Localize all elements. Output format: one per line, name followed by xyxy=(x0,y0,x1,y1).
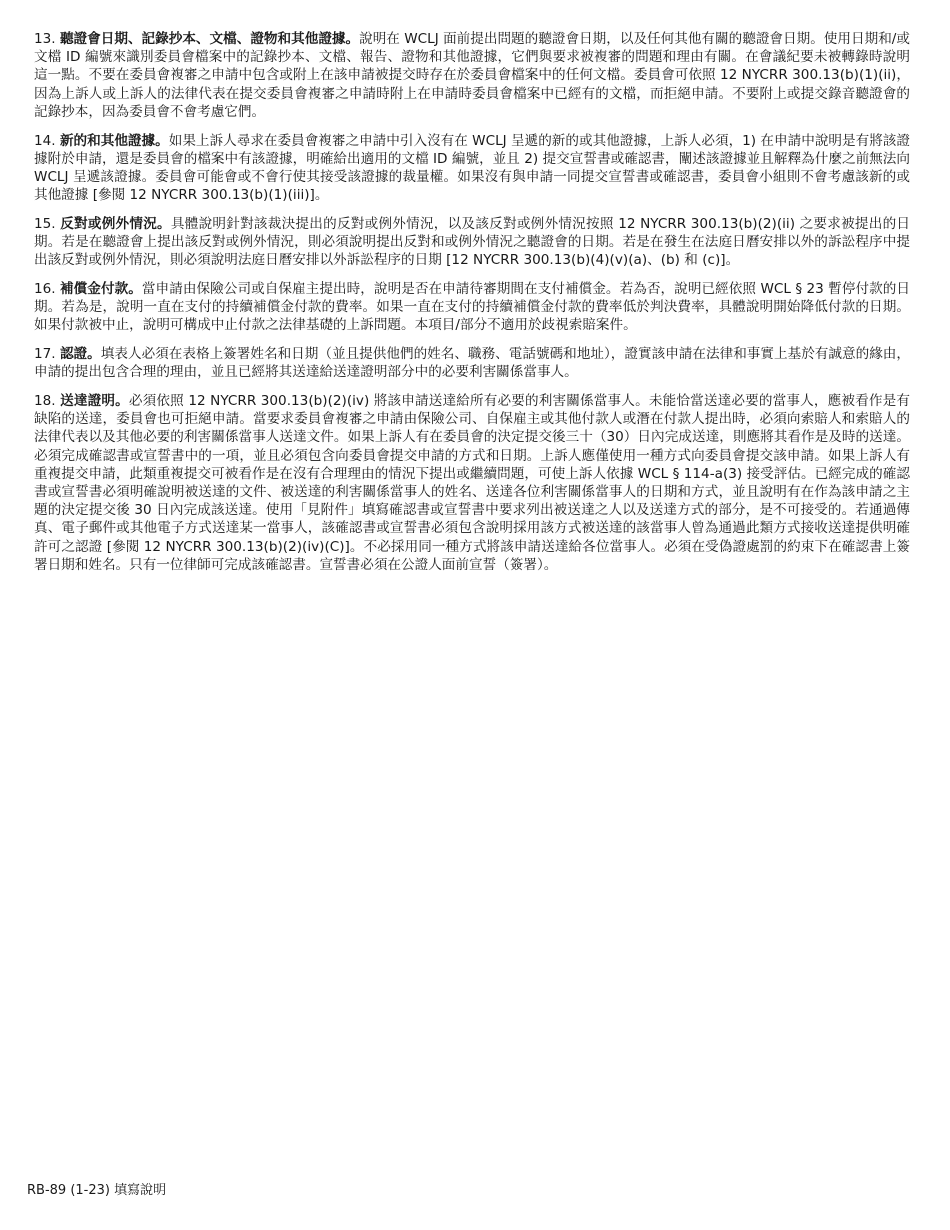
item-body: 填表人必須在表格上簽署姓名和日期（並且提供他們的姓名、職務、電話號碼和地址），證實該申請在法律和事實上基於有誠意的緣由，申請的提出包含合理的理由，並且已經將其送達給送達證明部分中的必要利害關係當事人。 xyxy=(34,346,910,381)
item-number: 13. xyxy=(34,31,56,47)
item-title: 聽證會日期、記錄抄本、文檔、證物和其他證據。 xyxy=(59,31,360,47)
instruction-item-18 xyxy=(34,392,910,574)
item-number: 17. xyxy=(34,346,56,363)
instructions-body xyxy=(34,30,910,584)
item-number: 15. xyxy=(34,215,56,232)
item-body: 具體說明針對該裁決提出的反對或例外情況，以及該反對或例外情況按照 12 NYCRR 300.13(b)(2)(ii) 之要求被提出的日期。若是在聽證會上提出該反對或例外情況，則必須說明提出反對和或例外情況之聽證會的日期。若是在發生在法庭日曆安排以外的訴訟程序中提出該反對或例外情況，則必須說明法庭日曆安排以外訴訟程序的日期 [12 NYCRR 300.13(b)(4)(v)(a)、(b) 和 (c)]。 xyxy=(34,215,911,269)
item-title: 新的和其他證據。 xyxy=(59,132,169,149)
item-body: 說明在 WCLJ 面前提出問題的聽證會日期，以及任何其他有關的聽證會日期。使用日期和/或文檔 ID 編號來識別委員會檔案中的記錄抄本、文檔、報告、證物和其他證據，它們與要求被複審的問題和理由有關。在會議紀要未被轉錄時說明這一點。不要在委員會複審之申請中包含或附上在該申請被提交時存在於委員會檔案中的任何文檔。委員會可依照 12 NYCRR 300.13(b)(1)(ii)，因為上訴人或上訴人的法律代表在提交委員會複審之申請時附上在申請時委員會檔案中已經有的文檔，而拒絕申請。不要附上或提交錄音聽證會的記錄抄本，因為委員會不會考慮它們。 xyxy=(34,31,910,120)
item-title: 送達證明。 xyxy=(60,392,129,409)
item-body: 當申請由保險公司或自保雇主提出時，說明是否在申請待審期間在支付補償金。若為否，說明已經依照 WCL § 23 暫停付款的日期。若為是，說明一直在支付的持續補償金付款的費率。如果一直在支付的持續補償金付款的費率低於判決費率，具體說明開始降低付款的日期。如果付款被中止，說明可構成中止付款之法律基礎的上訴問題。本項目/部分不適用於歧視索賠案件。 xyxy=(34,280,911,334)
instruction-item-13 xyxy=(34,30,910,121)
instruction-item-15 xyxy=(34,215,910,270)
instruction-item-16 xyxy=(34,280,910,335)
item-number: 14. xyxy=(34,132,56,149)
item-title: 反對或例外情況。 xyxy=(60,215,171,232)
instruction-item-14 xyxy=(34,132,910,205)
item-title: 認證。 xyxy=(59,346,101,363)
item-body: 必須依照 12 NYCRR 300.13(b)(2)(iv) 將該申請送達給所有必要的利害關係當事人。未能恰當送達必要的當事人，應被看作是有缺陷的送達，委員會也可拒絕申請。當要求委員會複審之申請由保險公司、自保雇主或其他付款人或潛在付款人提出時，必須向索賠人和索賠人的法律代表以及其他必要的利害關係當事人送達文件。如果上訴人有在委員會的決定提交後三十（30）日內完成送達，則應將其看作是及時的送達。必須完成確認書或宣誓書中的一項，並且必須包含向委員會提交申請的方式和日期。上訴人應僅使用一種方式向委員會提交該申請。如果上訴人有重複提交申請，此類重複提交可被看作是在沒有合理理由的情況下提出或繼續問題，可使上訴人依據 WCL § 114-a(3) 接受評估。已經完成的確認書或宣誓書必須明確說明被送達的文件、被送達的利害關係當事人的姓名、送達各位利害關係當事人的日期和方式，並且說明有在作為該申請之主題的決定提交後 30 日內完成該送達。使用「見附件」填寫確認書或宣誓書中要求列出被送達之人以及送達方式的部分，是不可接受的。若通過傳真、電子郵件或其他電子方式送達某一當事人，該確認書或宣誓書必須包含說明採用該方式被送達的該當事人曾為通過此類方式接收送達提供明確許可之認證 [參閱 12 NYCRR 300.13(b)(2)(iv)(C)]。不必採用同一種方式將該申請送達給各位當事人。必須在受偽證處罰的約束下在確認書上簽署日期和姓名。只有一位律師可完成該確認書。宣誓書必須在公證人面前宣誓（簽署）。 xyxy=(34,392,910,573)
item-body: 如果上訴人尋求在委員會複審之申請中引入沒有在 WCLJ 呈遞的新的或其他證據，上訴人必須，1) 在申請中說明是有將該證據附於申請，還是委員會的檔案中有該證據，明確給出適用的文檔 ID 編號，並且 2) 提交宣誓書或確認書，闡述該證據並且解釋為什麼之前無法向 WCLJ 呈遞該證據。委員會可能會或不會行使其接受該證據的裁量權。如果沒有與申請一同提交宣誓書或確認書，委員會小組則不會考慮該新的或其他證據 [參閱 12 NYCRR 300.13(b)(1)(iii)]。 xyxy=(34,132,910,204)
item-number: 18. xyxy=(34,392,56,409)
instruction-item-17 xyxy=(34,345,910,381)
form-footer: RB-89 (1-23) 填寫說明 xyxy=(27,1183,167,1198)
item-number: 16. xyxy=(34,280,56,297)
item-title: 補償金付款。 xyxy=(60,280,142,297)
